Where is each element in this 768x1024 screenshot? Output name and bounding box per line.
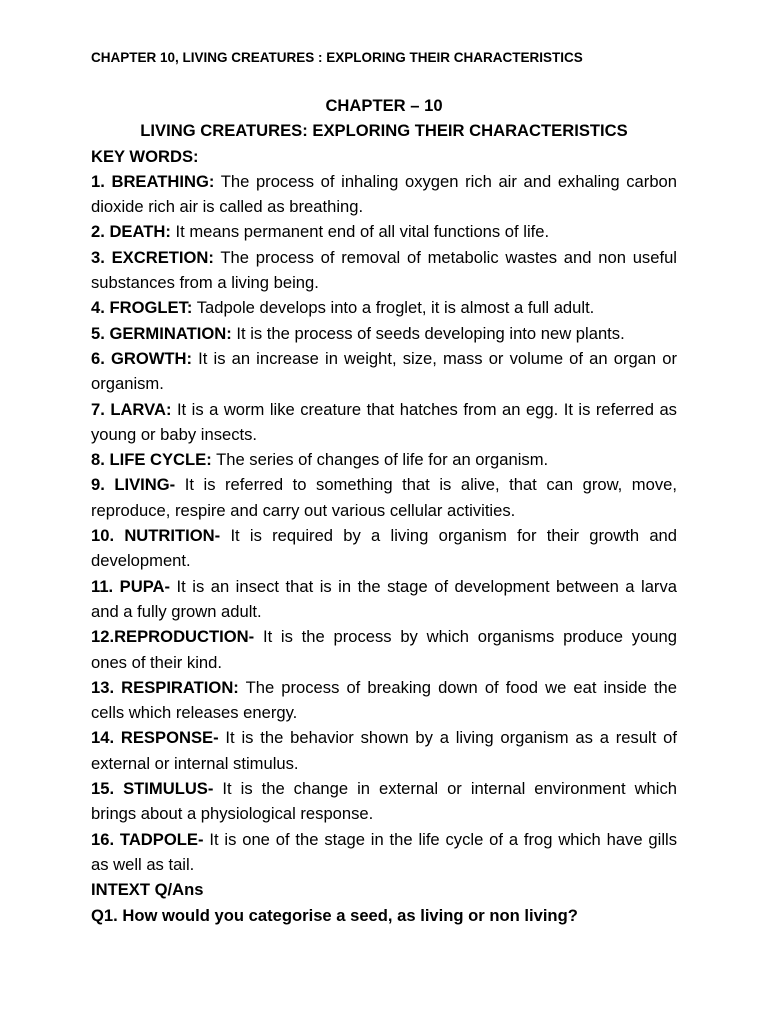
keyword-definition: It is the behavior shown by a living organism as a result of external or internal stimulus. [91,728,678,773]
keyword-definition: It is the change in external or internal environment which brings about a physiological response. [91,779,677,824]
keyword-term: 1. BREATHING: [91,171,215,191]
document-body [91,93,677,928]
keyword-definition: The series of changes of life for an organism. [211,450,549,470]
keyword-entry [91,346,677,397]
chapter-title: LIVING CREATURES: EXPLORING THEIR CHARACTERISTICS [140,121,628,141]
keyword-entry [91,397,677,448]
keyword-list [91,169,677,877]
keyword-definition: It is referred to something that is alive, that can grow, move, reproduce, respire and carry out various cellular activities. [91,475,677,520]
keyword-entry [91,776,677,827]
keyword-definition: It is an insect that is in the stage of development between a larva and a fully grown adult. [91,576,677,621]
keyword-term: 11. PUPA- [91,576,171,596]
keyword-term: 10. NUTRITION- [91,526,221,546]
intext-heading: INTEXT Q/Ans [91,880,204,900]
keyword-term: 3. EXCRETION: [91,247,214,267]
keyword-entry [91,675,677,726]
keyword-definition: The process of removal of metabolic wastes and non useful substances from a living being. [91,247,677,293]
keyword-definition: Tadpole develops into a froglet, it is almost a full adult. [192,298,595,318]
key-words-heading: KEY WORDS: [91,146,199,166]
keyword-entry [91,219,677,244]
keyword-entry [91,245,677,296]
keyword-entry [91,447,677,472]
running-header: CHAPTER 10, LIVING CREATURES : EXPLORING THEIR CHARACTERISTICS [91,50,583,65]
keyword-definition: It is required by a living organism for their growth and development. [91,526,677,571]
keyword-definition: It means permanent end of all vital functions of life. [170,222,550,242]
keyword-entry [91,523,677,574]
keyword-term: 14. RESPONSE- [91,728,219,748]
keyword-definition: The process of inhaling oxygen rich air and exhaling carbon dioxide rich air is called as breathing. [91,171,677,217]
keyword-term: 2. DEATH: [91,222,171,242]
keyword-definition: It is a worm like creature that hatches from an egg. It is referred as young or baby insects. [91,399,677,444]
keyword-definition: It is the process of seeds developing into new plants. [231,323,625,343]
keyword-definition: It is an increase in weight, size, mass or volume of an organ or organism. [91,348,677,394]
chapter-number: CHAPTER – 10 [325,96,443,115]
keyword-term: 5. GERMINATION: [91,323,232,343]
keyword-term: 15. STIMULUS- [91,779,214,799]
keyword-entry [91,624,677,675]
keyword-term: 16. TADPOLE- [91,829,204,849]
keyword-entry [91,295,677,320]
keyword-entry [91,321,677,346]
keyword-term: 13. RESPIRATION: [91,677,239,697]
keyword-entry [91,574,677,625]
keyword-definition: The process of breaking down of food we eat inside the cells which releases energy. [91,677,678,723]
keyword-term: 7. LARVA: [91,399,172,419]
keyword-entry [91,827,677,878]
keyword-term: 4. FROGLET: [91,298,193,318]
keyword-definition: It is one of the stage in the life cycle of a frog which have gills as well as tail. [91,829,677,874]
keyword-term: 6. GROWTH: [91,348,193,368]
keyword-term: 8. LIFE CYCLE: [91,450,212,470]
question-1: Q1. How would you categorise a seed, as living or non living? [91,905,578,925]
keyword-entry [91,472,677,523]
keyword-entry [91,725,677,776]
keyword-definition: It is the process by which organisms produce young ones of their kind. [91,627,677,672]
keyword-term: 12.REPRODUCTION- [91,627,255,647]
keyword-entry [91,169,677,220]
keyword-term: 9. LIVING- [91,475,176,495]
